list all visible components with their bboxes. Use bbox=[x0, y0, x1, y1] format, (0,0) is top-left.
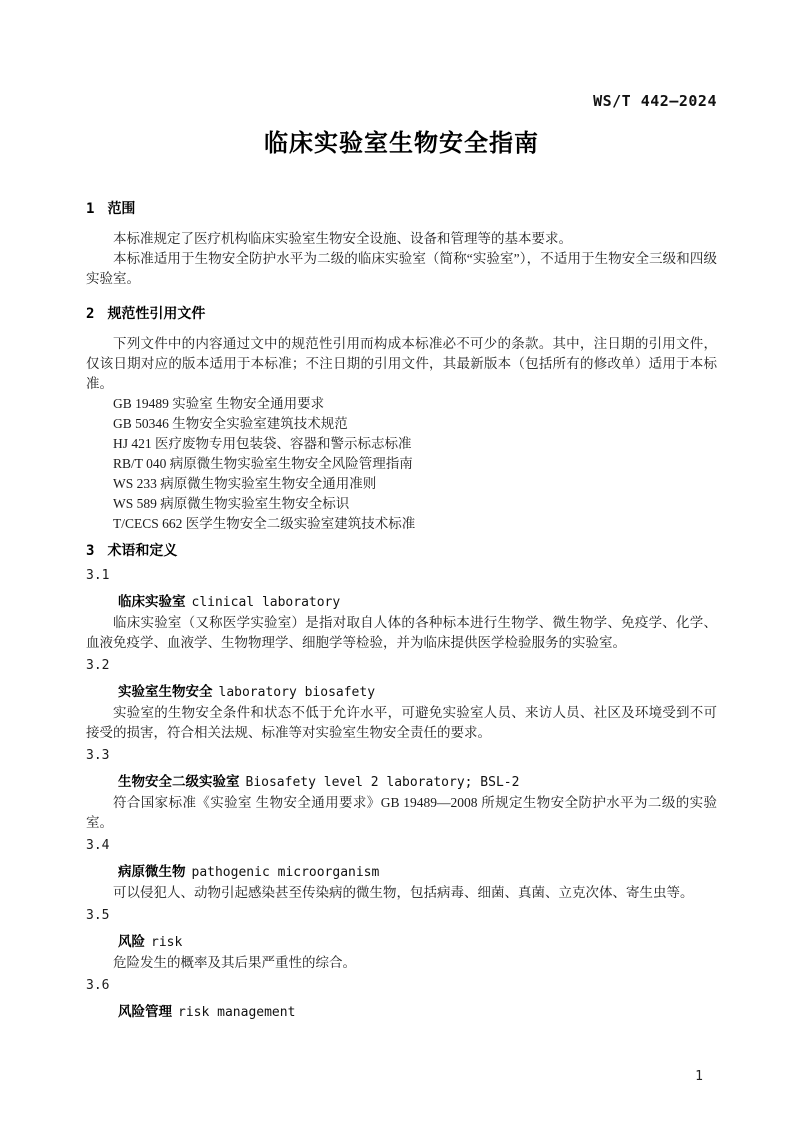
term-english: risk bbox=[151, 935, 183, 950]
term-number: 3.4 bbox=[86, 838, 110, 853]
reference-item: GB 19489 实验室 生物安全通用要求 bbox=[113, 396, 325, 411]
scope-paragraph-1: 本标准规定了医疗机构临床实验室生物安全设施、设备和管理等的基本要求。 bbox=[113, 231, 572, 246]
term-block bbox=[86, 906, 717, 973]
references-intro-paragraph: 下列文件中的内容通过文中的规范性引用而构成本标准必不可少的条款。其中，注日期的引用文件，仅该日期对应的版本适用于本标准；不注日期的引用文件，其最新版本（包括所有的修改单）适用于本标准。 bbox=[86, 336, 717, 391]
section-number: 3 bbox=[86, 543, 95, 559]
term-block bbox=[86, 566, 717, 653]
term-chinese: 风险管理 bbox=[118, 1004, 172, 1019]
section-heading-text: 范围 bbox=[107, 200, 136, 216]
section-number: 1 bbox=[86, 201, 95, 217]
standard-code: WS/T 442—2024 bbox=[593, 92, 717, 110]
term-number: 3.5 bbox=[86, 908, 110, 923]
section-heading-normative-references bbox=[86, 303, 717, 324]
term-title bbox=[86, 862, 717, 883]
page-title: 临床实验室生物安全指南 bbox=[264, 130, 539, 157]
reference-item: HJ 421 医疗废物专用包装袋、容器和警示标志标准 bbox=[113, 436, 412, 451]
scope-paragraph-2: 本标准适用于生物安全防护水平为二级的临床实验室（简称“实验室”），不适用于生物安全三级和四级实验室。 bbox=[86, 251, 717, 286]
reference-item: WS 589 病原微生物实验室生物安全标识 bbox=[113, 496, 350, 511]
term-definition: 实验室的生物安全条件和状态不低于允许水平，可避免实验室人员、来访人员、社区及环境受到不可接受的损害，符合相关法规、标准等对实验室生物安全责任的要求。 bbox=[86, 705, 717, 740]
page-number: 1 bbox=[695, 1069, 703, 1084]
term-english: pathogenic microorganism bbox=[191, 865, 380, 880]
term-definition: 危险发生的概率及其后果严重性的综合。 bbox=[113, 955, 356, 970]
term-english: clinical laboratory bbox=[191, 595, 341, 610]
reference-item: T/CECS 662 医学生物安全二级实验室建筑技术标准 bbox=[113, 516, 416, 531]
term-definition: 符合国家标准《实验室 生物安全通用要求》GB 19489—2008 所规定生物安全防护水平为二级的实验室。 bbox=[86, 795, 717, 830]
term-definition: 可以侵犯人、动物引起感染甚至传染病的微生物，包括病毒、细菌、真菌、立克次体、寄生虫等。 bbox=[113, 885, 694, 900]
section-heading-scope bbox=[86, 198, 717, 219]
term-chinese: 风险 bbox=[118, 934, 145, 949]
term-english: laboratory biosafety bbox=[218, 685, 376, 700]
term-english: Biosafety level 2 laboratory; BSL-2 bbox=[245, 775, 520, 790]
term-number: 3.1 bbox=[86, 568, 110, 583]
term-english: risk management bbox=[178, 1005, 296, 1020]
term-block bbox=[86, 746, 717, 833]
term-block bbox=[86, 836, 717, 903]
reference-item: WS 233 病原微生物实验室生物安全通用准则 bbox=[113, 476, 377, 491]
term-title bbox=[86, 772, 717, 793]
term-chinese: 病原微生物 bbox=[118, 864, 186, 879]
term-chinese: 临床实验室 bbox=[118, 594, 186, 609]
reference-item: GB 50346 生物安全实验室建筑技术规范 bbox=[113, 416, 348, 431]
term-chinese: 实验室生物安全 bbox=[118, 684, 213, 699]
term-chinese: 生物安全二级实验室 bbox=[118, 774, 240, 789]
term-title bbox=[86, 932, 717, 953]
term-definition: 临床实验室（又称医学实验室）是指对取自人体的各种标本进行生物学、微生物学、免疫学、化学、血液免疫学、血液学、生物物理学、细胞学等检验，并为临床提供医学检验服务的实验室。 bbox=[86, 615, 717, 650]
reference-item: RB/T 040 病原微生物实验室生物安全风险管理指南 bbox=[113, 456, 413, 471]
section-heading-text: 术语和定义 bbox=[107, 542, 178, 558]
section-heading-terms-definitions bbox=[86, 540, 717, 561]
term-title bbox=[86, 1002, 717, 1023]
term-title bbox=[86, 682, 717, 703]
section-number: 2 bbox=[86, 306, 95, 322]
term-block bbox=[86, 656, 717, 743]
term-block bbox=[86, 976, 717, 1023]
term-number: 3.3 bbox=[86, 748, 110, 763]
term-number: 3.2 bbox=[86, 658, 110, 673]
term-number: 3.6 bbox=[86, 978, 110, 993]
section-heading-text: 规范性引用文件 bbox=[107, 305, 206, 321]
term-title bbox=[86, 592, 717, 613]
